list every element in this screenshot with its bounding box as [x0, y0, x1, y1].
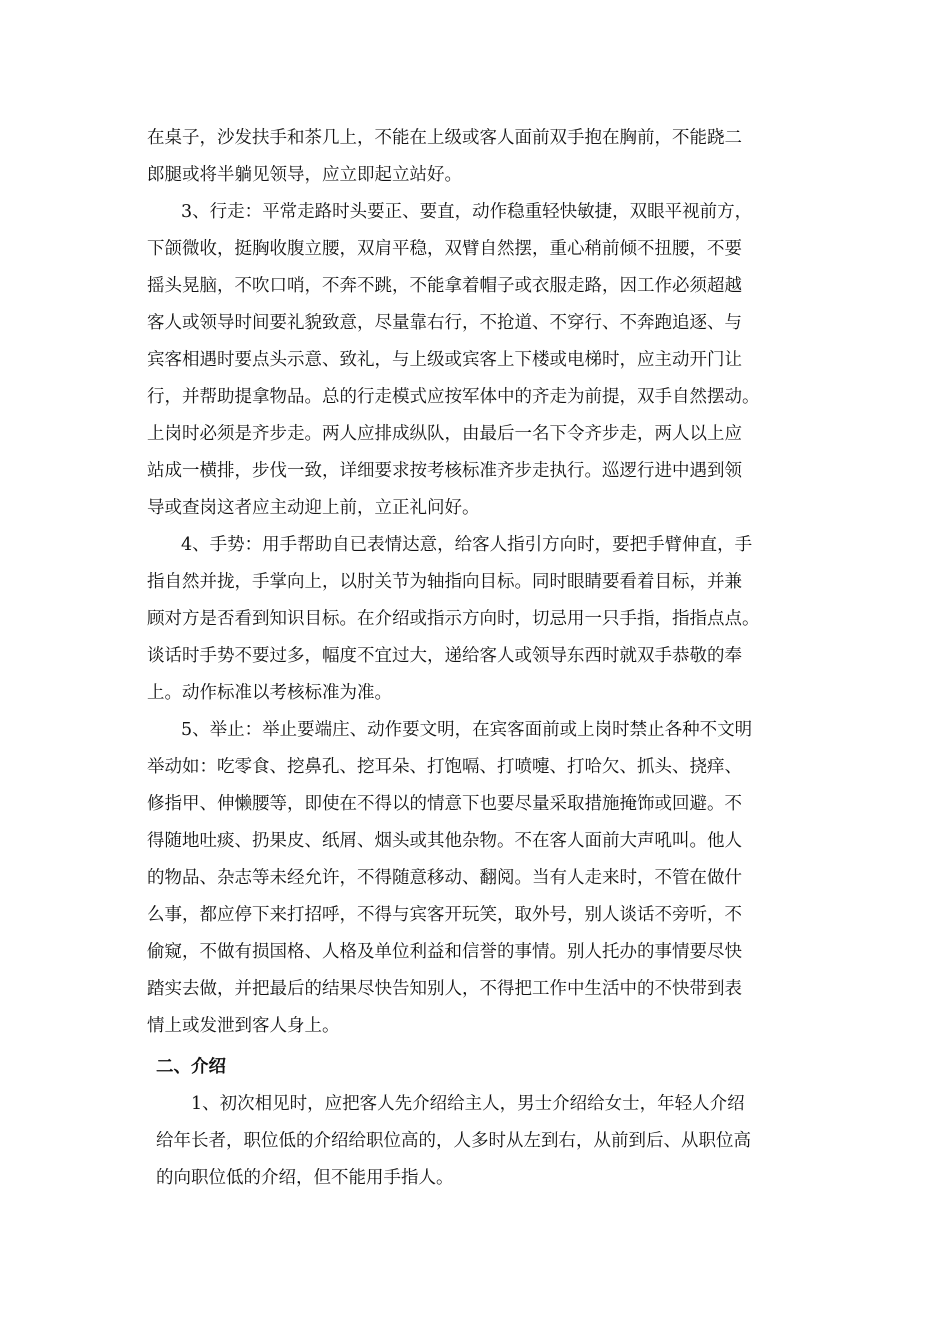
text-line: 的物品、杂志等未经允许，不得随意移动、翻阅。当有人走来时，不管在做什: [147, 868, 742, 888]
text-line: 偷窥，不做有损国格、人格及单位利益和信誉的事情。别人托办的事情要尽快: [147, 942, 742, 962]
text-line: 谈话时手势不要过多，幅度不宜过大，递给客人或领导东西时就双手恭敬的奉: [147, 646, 742, 666]
paragraph-first-line: 1、初次相见时，应把客人先介绍给主人，男士介绍给女士，年轻人介绍: [191, 1094, 745, 1114]
text-line: 摇头晃脑，不吹口哨，不奔不跳，不能拿着帽子或衣服走路，因工作必须超越: [147, 276, 742, 296]
paragraph-first-line: 4、手势：用手帮助自已表情达意，给客人指引方向时，要把手臂伸直，手: [181, 535, 753, 555]
text-line: 上岗时必须是齐步走。两人应排成纵队，由最后一名下令齐步走，两人以上应: [147, 424, 742, 444]
text-line: 下颌微收，挺胸收腹立腰，双肩平稳，双臂自然摆，重心稍前倾不扭腰，不要: [147, 239, 742, 259]
text-line: 在桌子，沙发扶手和茶几上，不能在上级或客人面前双手抱在胸前，不能跷二: [147, 128, 742, 148]
text-line: 举动如：吃零食、挖鼻孔、挖耳朵、打饱嗝、打喷嚏、打哈欠、抓头、挠痒、: [147, 757, 742, 777]
paragraph-first-line: 3、行走：平常走路时头要正、要直，动作稳重轻快敏捷，双眼平视前方，: [181, 202, 753, 222]
text-line: 宾客相遇时要点头示意、致礼，与上级或宾客上下楼或电梯时，应主动开门让: [147, 350, 742, 370]
text-line: 指自然并拢，手掌向上，以肘关节为轴指向目标。同时眼睛要看着目标，并兼: [147, 572, 742, 592]
section-heading: 二、介绍: [156, 1057, 226, 1077]
text-line: 给年长者，职位低的介绍给职位高的，人多时从左到右，从前到后、从职位高: [156, 1131, 751, 1151]
text-line: 得随地吐痰、扔果皮、纸屑、烟头或其他杂物。不在客人面前大声吼叫。他人: [147, 831, 742, 851]
text-line: 导或查岗这者应主动迎上前，立正礼问好。: [147, 498, 480, 518]
text-line: 行，并帮助提拿物品。总的行走模式应按军体中的齐走为前提，双手自然摆动。: [147, 387, 760, 407]
paragraph-first-line: 5、举止：举止要端庄、动作要文明，在宾客面前或上岗时禁止各种不文明: [181, 720, 753, 740]
text-line: 情上或发泄到客人身上。: [147, 1016, 340, 1036]
text-line: 踏实去做，并把最后的结果尽快告知别人，不得把工作中生活中的不快带到表: [147, 979, 742, 999]
text-line: 客人或领导时间要礼貌致意，尽量靠右行，不抢道、不穿行、不奔跑追逐、与: [147, 313, 742, 333]
text-line: 站成一横排，步伐一致，详细要求按考核标准齐步走执行。巡逻行进中遇到领: [147, 461, 742, 481]
text-line: 修指甲、伸懒腰等，即使在不得以的情意下也要尽量采取措施掩饰或回避。不: [147, 794, 742, 814]
text-line: 郎腿或将半躺见领导，应立即起立站好。: [147, 165, 462, 185]
text-line: 的向职位低的介绍，但不能用手指人。: [156, 1168, 454, 1188]
text-line: 顾对方是否看到知识目标。在介绍或指示方向时，切忌用一只手指，指指点点。: [147, 609, 760, 629]
text-line: 上。动作标准以考核标准为准。: [147, 683, 392, 703]
text-line: 么事，都应停下来打招呼，不得与宾客开玩笑，取外号，别人谈话不旁听，不: [147, 905, 742, 925]
